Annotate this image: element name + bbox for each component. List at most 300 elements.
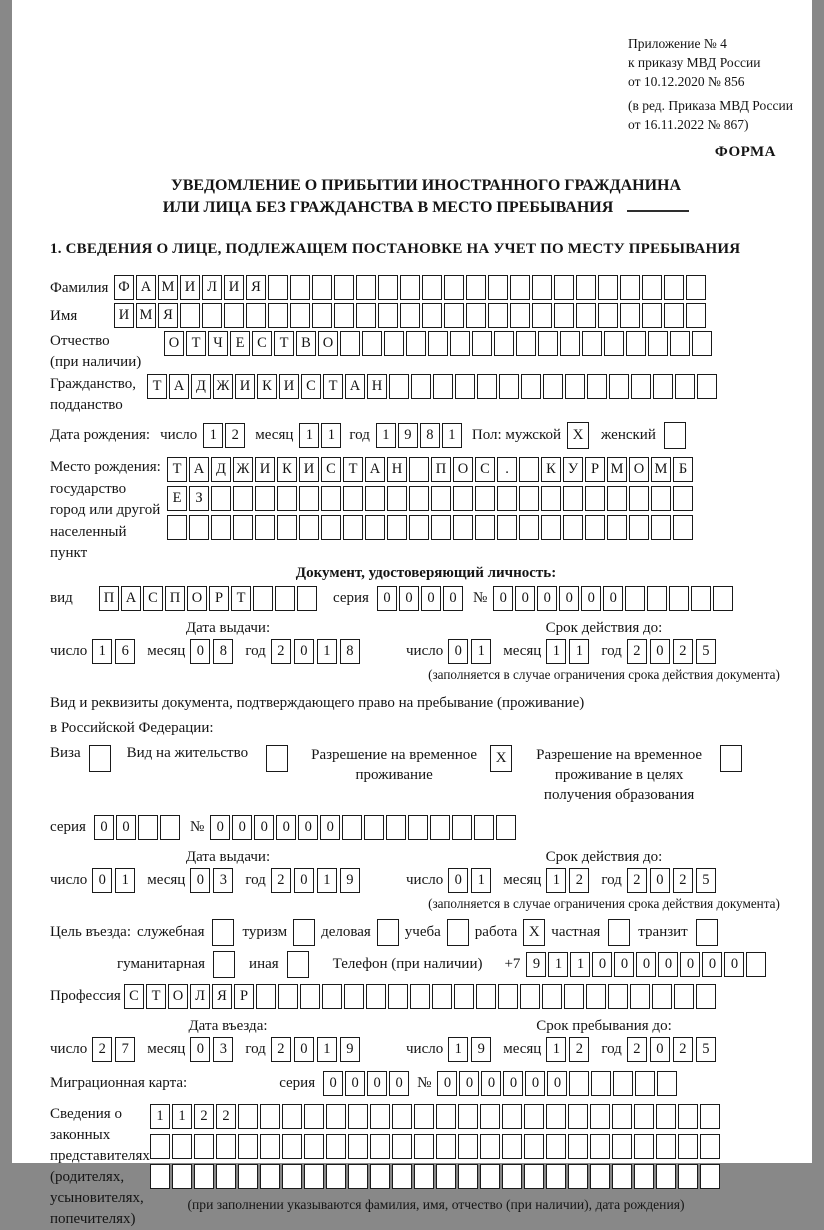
- char-cell[interactable]: [180, 303, 200, 328]
- char-cell[interactable]: [392, 1134, 412, 1159]
- char-cell[interactable]: 1: [299, 423, 319, 448]
- char-cell[interactable]: [476, 984, 496, 1009]
- char-cell[interactable]: [431, 515, 451, 540]
- char-cell[interactable]: [520, 984, 540, 1009]
- char-cell[interactable]: [669, 586, 689, 611]
- char-cell[interactable]: [322, 984, 342, 1009]
- char-cell[interactable]: 0: [650, 1037, 670, 1062]
- char-cell[interactable]: 0: [448, 868, 468, 893]
- char-cell[interactable]: [541, 486, 561, 511]
- char-cell[interactable]: 0: [493, 586, 513, 611]
- char-cell[interactable]: [334, 275, 354, 300]
- char-cell[interactable]: Я: [212, 984, 232, 1009]
- char-cell[interactable]: [255, 486, 275, 511]
- char-cell[interactable]: 0: [448, 639, 468, 664]
- char-cell[interactable]: [686, 275, 706, 300]
- char-cell[interactable]: Д: [191, 374, 211, 399]
- char-cell[interactable]: [620, 303, 640, 328]
- char-cell[interactable]: 1: [546, 1037, 566, 1062]
- char-cell[interactable]: С: [321, 457, 341, 482]
- char-cell[interactable]: М: [136, 303, 156, 328]
- char-cell[interactable]: [436, 1164, 456, 1189]
- char-cell[interactable]: [275, 586, 295, 611]
- char-cell[interactable]: [189, 515, 209, 540]
- char-cell[interactable]: [532, 275, 552, 300]
- char-cell[interactable]: [499, 374, 519, 399]
- stay-month-cells[interactable]: [546, 1037, 592, 1062]
- char-cell[interactable]: [582, 331, 602, 356]
- char-cell[interactable]: [366, 984, 386, 1009]
- char-cell[interactable]: А: [365, 457, 385, 482]
- char-cell[interactable]: [304, 1104, 324, 1129]
- char-cell[interactable]: [238, 1164, 258, 1189]
- char-cell[interactable]: [297, 586, 317, 611]
- permit-valid-day-cells[interactable]: [448, 868, 494, 893]
- char-cell[interactable]: К: [277, 457, 297, 482]
- char-cell[interactable]: [510, 303, 530, 328]
- stay-year-cells[interactable]: [627, 1037, 719, 1062]
- char-cell[interactable]: 2: [569, 1037, 589, 1062]
- char-cell[interactable]: [475, 515, 495, 540]
- char-cell[interactable]: [466, 275, 486, 300]
- char-cell[interactable]: [488, 275, 508, 300]
- char-cell[interactable]: 5: [696, 1037, 716, 1062]
- char-cell[interactable]: [634, 1164, 654, 1189]
- birth-place-cells-row2[interactable]: [167, 486, 695, 511]
- char-cell[interactable]: [414, 1164, 434, 1189]
- char-cell[interactable]: М: [651, 457, 671, 482]
- patronymic-cells[interactable]: [164, 331, 714, 356]
- char-cell[interactable]: 2: [194, 1104, 214, 1129]
- char-cell[interactable]: [612, 1104, 632, 1129]
- char-cell[interactable]: 0: [724, 952, 744, 977]
- representatives-cells-row3[interactable]: [150, 1164, 722, 1189]
- char-cell[interactable]: Т: [343, 457, 363, 482]
- char-cell[interactable]: [564, 984, 584, 1009]
- char-cell[interactable]: [268, 275, 288, 300]
- char-cell[interactable]: [321, 486, 341, 511]
- char-cell[interactable]: [480, 1104, 500, 1129]
- char-cell[interactable]: [388, 984, 408, 1009]
- char-cell[interactable]: [458, 1134, 478, 1159]
- char-cell[interactable]: О: [318, 331, 338, 356]
- char-cell[interactable]: [634, 1134, 654, 1159]
- char-cell[interactable]: Л: [202, 275, 222, 300]
- char-cell[interactable]: [406, 331, 426, 356]
- char-cell[interactable]: И: [235, 374, 255, 399]
- char-cell[interactable]: [300, 984, 320, 1009]
- char-cell[interactable]: 0: [650, 639, 670, 664]
- char-cell[interactable]: А: [189, 457, 209, 482]
- char-cell[interactable]: [608, 984, 628, 1009]
- char-cell[interactable]: [629, 486, 649, 511]
- char-cell[interactable]: [642, 303, 662, 328]
- char-cell[interactable]: 2: [225, 423, 245, 448]
- phone-cells[interactable]: [526, 952, 768, 977]
- char-cell[interactable]: [233, 486, 253, 511]
- profession-cells[interactable]: [124, 984, 718, 1009]
- char-cell[interactable]: 0: [399, 586, 419, 611]
- char-cell[interactable]: 0: [116, 815, 136, 840]
- char-cell[interactable]: [686, 303, 706, 328]
- char-cell[interactable]: Д: [211, 457, 231, 482]
- char-cell[interactable]: [590, 1134, 610, 1159]
- char-cell[interactable]: [576, 303, 596, 328]
- char-cell[interactable]: И: [255, 457, 275, 482]
- char-cell[interactable]: [696, 984, 716, 1009]
- char-cell[interactable]: [631, 374, 651, 399]
- permit-series-cells[interactable]: [94, 815, 182, 840]
- char-cell[interactable]: [370, 1104, 390, 1129]
- char-cell[interactable]: [516, 331, 536, 356]
- char-cell[interactable]: [625, 586, 645, 611]
- char-cell[interactable]: 1: [442, 423, 462, 448]
- char-cell[interactable]: 0: [650, 868, 670, 893]
- char-cell[interactable]: [565, 374, 585, 399]
- char-cell[interactable]: [488, 303, 508, 328]
- char-cell[interactable]: 9: [340, 868, 360, 893]
- char-cell[interactable]: 1: [150, 1104, 170, 1129]
- char-cell[interactable]: [590, 1104, 610, 1129]
- char-cell[interactable]: [389, 374, 409, 399]
- char-cell[interactable]: С: [252, 331, 272, 356]
- permit-valid-year-cells[interactable]: [627, 868, 719, 893]
- char-cell[interactable]: [538, 331, 558, 356]
- char-cell[interactable]: О: [453, 457, 473, 482]
- char-cell[interactable]: [585, 515, 605, 540]
- char-cell[interactable]: [480, 1164, 500, 1189]
- char-cell[interactable]: [664, 275, 684, 300]
- char-cell[interactable]: 0: [515, 586, 535, 611]
- char-cell[interactable]: [216, 1134, 236, 1159]
- char-cell[interactable]: [746, 952, 766, 977]
- char-cell[interactable]: [543, 374, 563, 399]
- char-cell[interactable]: И: [180, 275, 200, 300]
- char-cell[interactable]: 1: [569, 639, 589, 664]
- char-cell[interactable]: И: [224, 275, 244, 300]
- business-checkbox[interactable]: [377, 919, 399, 946]
- char-cell[interactable]: 0: [345, 1071, 365, 1096]
- char-cell[interactable]: [568, 1134, 588, 1159]
- char-cell[interactable]: С: [475, 457, 495, 482]
- char-cell[interactable]: [519, 486, 539, 511]
- char-cell[interactable]: [691, 586, 711, 611]
- char-cell[interactable]: [532, 303, 552, 328]
- birth-year-cells[interactable]: [376, 423, 464, 448]
- char-cell[interactable]: 1: [546, 639, 566, 664]
- char-cell[interactable]: [560, 331, 580, 356]
- char-cell[interactable]: [510, 275, 530, 300]
- char-cell[interactable]: 2: [673, 639, 693, 664]
- char-cell[interactable]: [290, 303, 310, 328]
- char-cell[interactable]: 1: [317, 639, 337, 664]
- char-cell[interactable]: [408, 815, 428, 840]
- char-cell[interactable]: [697, 374, 717, 399]
- char-cell[interactable]: 0: [294, 868, 314, 893]
- char-cell[interactable]: [277, 515, 297, 540]
- char-cell[interactable]: 0: [537, 586, 557, 611]
- birth-place-cells-row1[interactable]: [167, 457, 695, 482]
- char-cell[interactable]: [138, 815, 158, 840]
- char-cell[interactable]: [458, 1104, 478, 1129]
- char-cell[interactable]: [568, 1164, 588, 1189]
- char-cell[interactable]: А: [169, 374, 189, 399]
- stay-day-cells[interactable]: [448, 1037, 494, 1062]
- char-cell[interactable]: К: [541, 457, 561, 482]
- char-cell[interactable]: Р: [234, 984, 254, 1009]
- char-cell[interactable]: [519, 515, 539, 540]
- char-cell[interactable]: [167, 515, 187, 540]
- char-cell[interactable]: [432, 984, 452, 1009]
- char-cell[interactable]: [282, 1164, 302, 1189]
- char-cell[interactable]: [612, 1134, 632, 1159]
- char-cell[interactable]: Т: [167, 457, 187, 482]
- char-cell[interactable]: [356, 303, 376, 328]
- char-cell[interactable]: [454, 984, 474, 1009]
- char-cell[interactable]: [260, 1134, 280, 1159]
- char-cell[interactable]: [344, 984, 364, 1009]
- char-cell[interactable]: 0: [437, 1071, 457, 1096]
- char-cell[interactable]: [256, 984, 276, 1009]
- char-cell[interactable]: Т: [146, 984, 166, 1009]
- char-cell[interactable]: [586, 984, 606, 1009]
- migration-series-cells[interactable]: [323, 1071, 411, 1096]
- char-cell[interactable]: [278, 984, 298, 1009]
- char-cell[interactable]: [626, 331, 646, 356]
- char-cell[interactable]: [172, 1134, 192, 1159]
- char-cell[interactable]: [364, 815, 384, 840]
- char-cell[interactable]: 8: [213, 639, 233, 664]
- char-cell[interactable]: [365, 486, 385, 511]
- char-cell[interactable]: Р: [209, 586, 229, 611]
- char-cell[interactable]: 1: [321, 423, 341, 448]
- char-cell[interactable]: М: [607, 457, 627, 482]
- char-cell[interactable]: [587, 374, 607, 399]
- char-cell[interactable]: Т: [274, 331, 294, 356]
- char-cell[interactable]: 2: [271, 639, 291, 664]
- char-cell[interactable]: [282, 1104, 302, 1129]
- char-cell[interactable]: Я: [158, 303, 178, 328]
- permit-valid-month-cells[interactable]: [546, 868, 592, 893]
- char-cell[interactable]: [428, 331, 448, 356]
- char-cell[interactable]: [563, 486, 583, 511]
- char-cell[interactable]: 1: [376, 423, 396, 448]
- char-cell[interactable]: 0: [547, 1071, 567, 1096]
- residence-permit-checkbox[interactable]: [266, 745, 288, 772]
- char-cell[interactable]: [378, 275, 398, 300]
- char-cell[interactable]: М: [158, 275, 178, 300]
- char-cell[interactable]: [590, 1164, 610, 1189]
- char-cell[interactable]: [326, 1134, 346, 1159]
- char-cell[interactable]: [400, 303, 420, 328]
- char-cell[interactable]: 9: [398, 423, 418, 448]
- char-cell[interactable]: 2: [627, 1037, 647, 1062]
- char-cell[interactable]: 0: [525, 1071, 545, 1096]
- sex-female-checkbox[interactable]: [664, 422, 686, 449]
- char-cell[interactable]: [652, 984, 672, 1009]
- char-cell[interactable]: 9: [340, 1037, 360, 1062]
- study-checkbox[interactable]: [447, 919, 469, 946]
- char-cell[interactable]: 7: [115, 1037, 135, 1062]
- char-cell[interactable]: 0: [276, 815, 296, 840]
- official-checkbox[interactable]: [212, 919, 234, 946]
- char-cell[interactable]: 0: [581, 586, 601, 611]
- char-cell[interactable]: [455, 374, 475, 399]
- char-cell[interactable]: [409, 515, 429, 540]
- char-cell[interactable]: [613, 1071, 633, 1096]
- char-cell[interactable]: 1: [471, 868, 491, 893]
- char-cell[interactable]: [342, 815, 362, 840]
- char-cell[interactable]: [700, 1164, 720, 1189]
- tourism-checkbox[interactable]: [293, 919, 315, 946]
- char-cell[interactable]: 0: [92, 868, 112, 893]
- char-cell[interactable]: 0: [614, 952, 634, 977]
- char-cell[interactable]: Н: [367, 374, 387, 399]
- char-cell[interactable]: [466, 303, 486, 328]
- work-checkbox[interactable]: X: [523, 919, 545, 946]
- char-cell[interactable]: [326, 1104, 346, 1129]
- char-cell[interactable]: [312, 303, 332, 328]
- char-cell[interactable]: [194, 1164, 214, 1189]
- char-cell[interactable]: [387, 515, 407, 540]
- char-cell[interactable]: 3: [213, 1037, 233, 1062]
- char-cell[interactable]: [282, 1134, 302, 1159]
- char-cell[interactable]: 2: [92, 1037, 112, 1062]
- char-cell[interactable]: [450, 331, 470, 356]
- humanitarian-checkbox[interactable]: [213, 951, 235, 978]
- char-cell[interactable]: [211, 486, 231, 511]
- entry-month-cells[interactable]: [190, 1037, 236, 1062]
- char-cell[interactable]: [497, 515, 517, 540]
- char-cell[interactable]: [422, 275, 442, 300]
- char-cell[interactable]: 0: [603, 586, 623, 611]
- char-cell[interactable]: .: [497, 457, 517, 482]
- char-cell[interactable]: 0: [190, 1037, 210, 1062]
- char-cell[interactable]: Ф: [114, 275, 134, 300]
- char-cell[interactable]: 0: [658, 952, 678, 977]
- char-cell[interactable]: В: [296, 331, 316, 356]
- char-cell[interactable]: [453, 486, 473, 511]
- char-cell[interactable]: 0: [559, 586, 579, 611]
- entry-year-cells[interactable]: [271, 1037, 363, 1062]
- transit-checkbox[interactable]: [696, 919, 718, 946]
- char-cell[interactable]: [674, 984, 694, 1009]
- char-cell[interactable]: [524, 1134, 544, 1159]
- char-cell[interactable]: [634, 1104, 654, 1129]
- char-cell[interactable]: [497, 486, 517, 511]
- char-cell[interactable]: [675, 374, 695, 399]
- char-cell[interactable]: Т: [147, 374, 167, 399]
- char-cell[interactable]: [444, 275, 464, 300]
- char-cell[interactable]: [238, 1134, 258, 1159]
- char-cell[interactable]: [150, 1164, 170, 1189]
- char-cell[interactable]: [410, 984, 430, 1009]
- char-cell[interactable]: [414, 1104, 434, 1129]
- char-cell[interactable]: 0: [210, 815, 230, 840]
- char-cell[interactable]: 0: [367, 1071, 387, 1096]
- char-cell[interactable]: [260, 1104, 280, 1129]
- char-cell[interactable]: С: [143, 586, 163, 611]
- char-cell[interactable]: [365, 515, 385, 540]
- char-cell[interactable]: [387, 486, 407, 511]
- char-cell[interactable]: С: [301, 374, 321, 399]
- id-valid-year-cells[interactable]: [627, 639, 719, 664]
- char-cell[interactable]: 2: [673, 1037, 693, 1062]
- char-cell[interactable]: [348, 1134, 368, 1159]
- char-cell[interactable]: [216, 1164, 236, 1189]
- doc-series-cells[interactable]: [377, 586, 465, 611]
- char-cell[interactable]: [409, 486, 429, 511]
- char-cell[interactable]: [474, 815, 494, 840]
- char-cell[interactable]: [400, 275, 420, 300]
- char-cell[interactable]: 1: [172, 1104, 192, 1129]
- id-issue-year-cells[interactable]: [271, 639, 363, 664]
- char-cell[interactable]: 0: [294, 639, 314, 664]
- char-cell[interactable]: 0: [232, 815, 252, 840]
- char-cell[interactable]: 0: [320, 815, 340, 840]
- char-cell[interactable]: [433, 374, 453, 399]
- char-cell[interactable]: [630, 984, 650, 1009]
- char-cell[interactable]: [700, 1134, 720, 1159]
- char-cell[interactable]: [277, 486, 297, 511]
- char-cell[interactable]: [598, 303, 618, 328]
- char-cell[interactable]: [670, 331, 690, 356]
- char-cell[interactable]: [554, 303, 574, 328]
- temp-permit-checkbox[interactable]: X: [490, 745, 512, 772]
- char-cell[interactable]: [238, 1104, 258, 1129]
- char-cell[interactable]: Е: [167, 486, 187, 511]
- char-cell[interactable]: О: [629, 457, 649, 482]
- char-cell[interactable]: [591, 1071, 611, 1096]
- temp-permit-edu-checkbox[interactable]: [720, 745, 742, 772]
- visa-checkbox[interactable]: [89, 745, 111, 772]
- char-cell[interactable]: [647, 586, 667, 611]
- char-cell[interactable]: [554, 275, 574, 300]
- char-cell[interactable]: [453, 515, 473, 540]
- char-cell[interactable]: 1: [92, 639, 112, 664]
- char-cell[interactable]: 2: [569, 868, 589, 893]
- char-cell[interactable]: [411, 374, 431, 399]
- char-cell[interactable]: [651, 486, 671, 511]
- char-cell[interactable]: 1: [570, 952, 590, 977]
- char-cell[interactable]: Н: [387, 457, 407, 482]
- name-cells[interactable]: [114, 303, 708, 328]
- char-cell[interactable]: [700, 1104, 720, 1129]
- char-cell[interactable]: [519, 457, 539, 482]
- char-cell[interactable]: 0: [421, 586, 441, 611]
- char-cell[interactable]: 0: [94, 815, 114, 840]
- char-cell[interactable]: О: [164, 331, 184, 356]
- char-cell[interactable]: [409, 457, 429, 482]
- char-cell[interactable]: [321, 515, 341, 540]
- char-cell[interactable]: [392, 1164, 412, 1189]
- char-cell[interactable]: [378, 303, 398, 328]
- char-cell[interactable]: Т: [186, 331, 206, 356]
- char-cell[interactable]: [436, 1134, 456, 1159]
- char-cell[interactable]: 8: [420, 423, 440, 448]
- char-cell[interactable]: [348, 1104, 368, 1129]
- char-cell[interactable]: Ч: [208, 331, 228, 356]
- char-cell[interactable]: 0: [377, 586, 397, 611]
- char-cell[interactable]: 0: [298, 815, 318, 840]
- char-cell[interactable]: Р: [585, 457, 605, 482]
- char-cell[interactable]: [384, 331, 404, 356]
- char-cell[interactable]: 0: [592, 952, 612, 977]
- char-cell[interactable]: О: [168, 984, 188, 1009]
- permit-issue-month-cells[interactable]: [190, 868, 236, 893]
- char-cell[interactable]: [653, 374, 673, 399]
- char-cell[interactable]: П: [165, 586, 185, 611]
